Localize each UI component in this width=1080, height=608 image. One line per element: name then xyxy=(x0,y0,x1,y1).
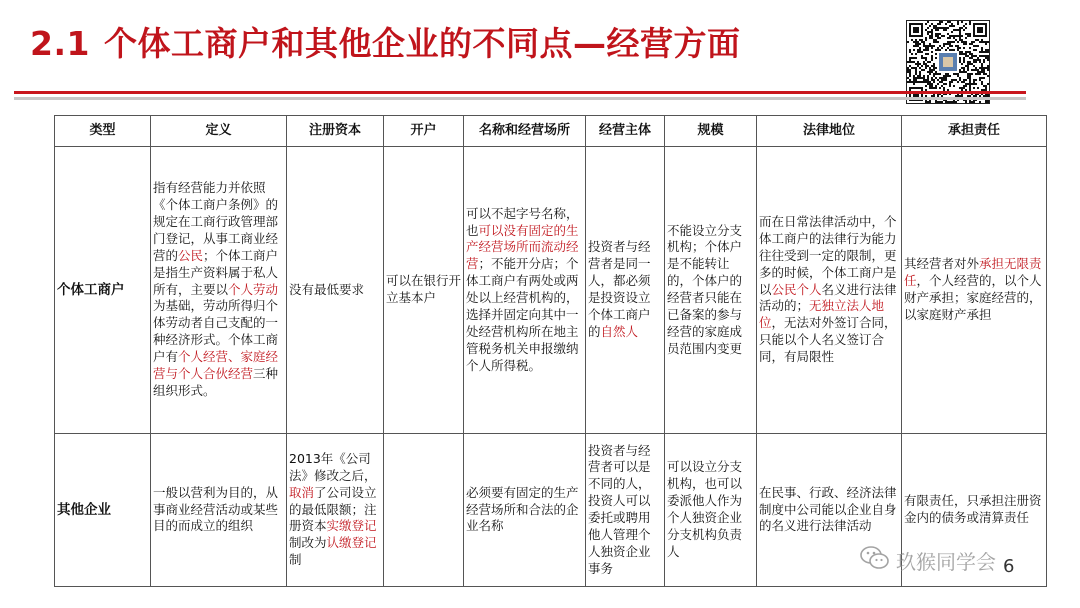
column-header: 名称和经营场所 xyxy=(464,116,586,147)
table-header-row xyxy=(55,116,1047,147)
subject-cell: 投资者与经营者可以是不同的人，投资人可以委托或聘用他人管理个人独资企业事务 xyxy=(586,434,665,587)
liability-cell: 有限责任，只承担注册资金内的债务或清算责任 xyxy=(902,434,1047,587)
comparison-table xyxy=(54,115,1047,587)
section-number: 2.1 xyxy=(30,24,90,63)
legal-status-cell: 而在日常法律活动中，个体工商户的法律行为能力往往受到一定的限制，更多的时候，个体工商户是以公民个人名义进行法律活动的；无独立法人地位，无法对外签订合同，只能以个人名义签订合同，有局限性 xyxy=(757,147,902,434)
column-header: 类型 xyxy=(55,116,151,147)
name-place-cell: 可以不起字号名称，也可以没有固定的生产经营场所而流动经营；不能开分店；个体工商户有两处或两处以上经营机构的，选择并固定向其中一处经营机构所在地主管税务机关申报缴纳个人所得税。 xyxy=(464,147,586,434)
legal-status-cell: 在民事、行政、经济法律制度中公司能以企业自身的名义进行法律活动 xyxy=(757,434,902,587)
definition-cell: 一般以营利为目的，从事商业经营活动或某些目的而成立的组织 xyxy=(151,434,287,587)
capital-cell: 2013年《公司法》修改之后，取消了公司设立的最低限额；注册资本实缴登记制改为认缴登记制 xyxy=(287,434,384,587)
row-type-cell: 其他企业 xyxy=(55,434,151,587)
title-divider-red xyxy=(14,91,1026,94)
column-header: 规模 xyxy=(665,116,757,147)
account-cell xyxy=(384,434,464,587)
title-divider-gray xyxy=(14,97,1026,100)
table-row xyxy=(55,147,1047,434)
capital-cell: 没有最低要求 xyxy=(287,147,384,434)
subject-cell: 投资者与经营者是同一人，都必须是投资设立个体工商户的自然人 xyxy=(586,147,665,434)
wechat-icon xyxy=(860,545,890,576)
scale-cell: 不能设立分支机构；个体户是不能转让的，个体户的经营者只能在已备案的参与经营的家庭成员范围内变更 xyxy=(665,147,757,434)
watermark-text: 玖猴同学会 xyxy=(896,550,996,574)
column-header: 定义 xyxy=(151,116,287,147)
row-type-cell: 个体工商户 xyxy=(55,147,151,434)
page-number: 6 xyxy=(1003,556,1015,577)
liability-cell: 其经营者对外承担无限责任，个人经营的，以个人财产承担；家庭经营的，以家庭财产承担 xyxy=(902,147,1047,434)
page-title xyxy=(30,18,740,65)
watermark xyxy=(860,545,996,576)
column-header: 开户 xyxy=(384,116,464,147)
column-header: 注册资本 xyxy=(287,116,384,147)
column-header: 经营主体 xyxy=(586,116,665,147)
title-text: 个体工商户和其他企业的不同点—经营方面 xyxy=(103,24,741,63)
column-header: 法律地位 xyxy=(757,116,902,147)
name-place-cell: 必须要有固定的生产经营场所和合法的企业名称 xyxy=(464,434,586,587)
column-header: 承担责任 xyxy=(902,116,1047,147)
account-cell: 可以在银行开立基本户 xyxy=(384,147,464,434)
definition-cell: 指有经营能力并依照《个体工商户条例》的规定在工商行政管理部门登记，从事工商业经营的公民；个体工商户是指生产资料属于私人所有，主要以个人劳动为基础，劳动所得归个体劳动者自己支配的一种经济形式。个体工商户有个人经营、家庭经营与个人合伙经营三种组织形式。 xyxy=(151,147,287,434)
scale-cell: 可以设立分支机构，也可以委派他人作为个人独资企业分支机构负责人 xyxy=(665,434,757,587)
